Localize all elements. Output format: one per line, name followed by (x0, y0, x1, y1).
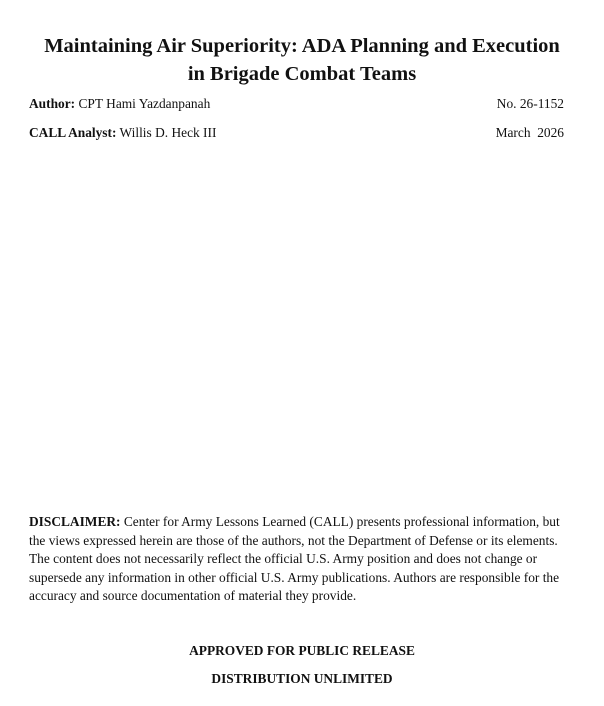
author-label: Author: (29, 96, 76, 111)
publication-date: March 2026 (495, 125, 564, 140)
disclaimer-text: Center for Army Lessons Learned (CALL) presents professional information, but the views expressed herein are those of the authors, not the Department of Defense or its elements. The content does not necessarily reflect the official U.S. Army position and does not change or supersede any information in other official U.S. Army publications. Authors are responsible for the accuracy and source documentation of material they provide. (29, 514, 560, 603)
title-line-2: in Brigade Combat Teams (187, 63, 417, 85)
analyst-label: CALL Analyst: (29, 125, 117, 140)
release-statement: APPROVED FOR PUBLIC RELEASE (189, 643, 415, 658)
author-name: CPT Hami Yazdanpanah (78, 96, 211, 111)
author-block (29, 96, 210, 112)
distribution-statement: DISTRIBUTION UNLIMITED (211, 671, 393, 686)
disclaimer-paragraph (29, 513, 569, 606)
document-title (20, 32, 584, 88)
analyst-block (29, 125, 216, 141)
title-line-1: Maintaining Air Superiority: ADA Planning and Execution (44, 35, 560, 57)
analyst-name: Willis D. Heck III (119, 125, 217, 140)
document-number: No. 26-1152 (496, 96, 564, 111)
author-row (29, 96, 564, 112)
analyst-row (29, 125, 564, 141)
disclaimer-label: DISCLAIMER: (29, 514, 121, 529)
